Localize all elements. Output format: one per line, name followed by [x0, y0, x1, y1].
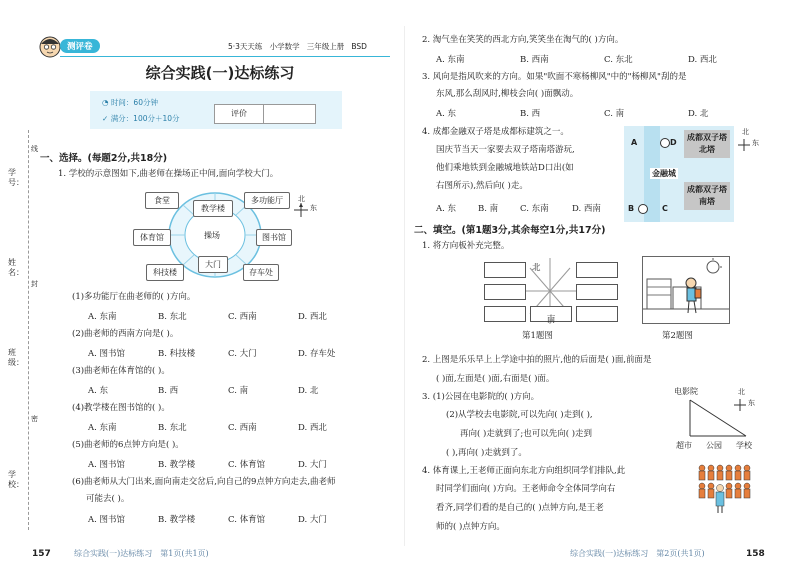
right-page-number: 158 [746, 549, 765, 559]
fill-question-3-line-2: (2)从学校去电影院,可以先向( )走到( ), [446, 410, 593, 420]
sub-q6-line-2: 可能去( )。 [86, 494, 130, 504]
question-4-line-2: 国庆节当天一家要去双子塔南塔游玩, [436, 145, 575, 155]
sub-q5: (5)曲老师的6点钟方向是( )。 [72, 440, 184, 450]
sub-q3-opt-a: A. 东 [88, 386, 109, 396]
sub-q3-opt-c: C. 南 [228, 386, 249, 396]
left-page-number: 157 [32, 549, 51, 559]
grade: 三年级上册 [306, 42, 345, 51]
figure-2-caption: 第2题图 [662, 331, 693, 341]
blank-e[interactable] [576, 284, 618, 300]
question-3-line-2: 东风,那么刮风时,柳枝会向( )面飘动。 [436, 89, 579, 99]
question-3-opt-d: D. 北 [688, 109, 709, 119]
fill-question-4-line-1: 4. 体育课上,王老师正面向东北方向组织同学们排队,此 [422, 466, 626, 476]
page-title: 综合实践(一)达标练习 [145, 64, 295, 82]
fill-question-4-line-4: 师的( )点钟方向。 [436, 522, 505, 532]
street-photo [642, 256, 730, 324]
name-label: 姓名： [8, 258, 24, 277]
sub-q5-opt-b: B. 教学楼 [158, 460, 196, 470]
sub-q5-opt-a: A. 图书馆 [88, 460, 126, 470]
score-info [102, 113, 180, 125]
fill-question-1: 1. 将方向板补充完整。 [422, 241, 510, 251]
sub-q4-opt-b: B. 东北 [158, 423, 187, 433]
question-2: 2. 淘气坐在笑笑的西北方向,笑笑坐在淘气的( )方向。 [422, 35, 624, 45]
sub-q4-opt-d: D. 西北 [298, 423, 327, 433]
compass-north-label: 北 [298, 195, 305, 203]
time-text: 时间：60分钟 [110, 98, 158, 107]
book-series [228, 41, 367, 53]
sub-q3: (3)曲老师在体育馆的( )。 [72, 366, 170, 376]
question-3-opt-c: C. 南 [604, 109, 625, 119]
school-map-label: 学校 [736, 441, 752, 450]
board-south-box [530, 306, 572, 325]
sub-q2-opt-b: B. 科技楼 [158, 349, 196, 359]
cinema-label: 电影院 [674, 387, 698, 396]
edition: BSD [351, 42, 367, 51]
score-text: 满分：100分＋10分 [110, 114, 180, 123]
compass-east-label: 东 [310, 204, 317, 212]
blank-nw[interactable] [484, 262, 526, 278]
map-label-library: 图书馆 [256, 229, 292, 246]
map-label-gym: 体育馆 [133, 229, 171, 246]
sub-q4-opt-a: A. 东南 [88, 423, 117, 433]
mascot-icon [38, 36, 62, 58]
sub-q1-opt-d: D. 西北 [298, 312, 327, 322]
page-divider [404, 26, 405, 546]
sub-q2-opt-a: A. 图书馆 [88, 349, 126, 359]
compass-cross-icon [294, 202, 308, 216]
sub-q2: (2)曲老师的西南方向是( )。 [72, 329, 179, 339]
financial-city-map [624, 126, 734, 222]
sub-q1-opt-b: B. 东北 [158, 312, 187, 322]
sub-q5-opt-c: C. 体育馆 [228, 460, 266, 470]
map-label-canteen: 食堂 [145, 192, 179, 209]
park-label: 公园 [706, 441, 722, 450]
q3-compass-north: 北 [738, 388, 745, 396]
question-4-line-1: 4. 成都金融双子塔是成都标建筑之一。 [422, 127, 569, 137]
fill-question-4-line-3: 看齐,同学们看的是自己的( )点钟方向,是王老 [436, 503, 604, 513]
cut-line-label-3: 密 [31, 415, 38, 423]
exit-c-marker [660, 138, 670, 148]
sub-q1-opt-a: A. 东南 [88, 312, 117, 322]
question-3-opt-a: A. 东 [436, 109, 457, 119]
sub-q3-opt-b: B. 西 [158, 386, 179, 396]
map-label-teaching-building: 教学楼 [193, 200, 233, 217]
students-lineup [696, 462, 754, 514]
rating-box [214, 104, 316, 124]
series-name: 5·3天天练 [228, 42, 263, 51]
fill-question-2-line-1: 2. 上图是乐乐早上上学途中拍的照片,他的后面是( )面,前面是 [422, 355, 652, 365]
left-footer-text: 综合实践(一)达标练习 第1页(共1页) [74, 549, 209, 558]
sub-q6-opt-b: B. 教学楼 [158, 515, 196, 525]
question-4-opt-c: C. 东南 [520, 204, 549, 214]
fill-question-4-line-2: 时同学们面向( )方向。王老师命令全体同学向右 [436, 484, 616, 494]
sub-q4: (4)教学楼在图书馆的( )。 [72, 403, 170, 413]
north-tower: 成都双子塔北塔 [684, 130, 730, 158]
question-4-opt-b: B. 南 [478, 204, 499, 214]
station-label: 金融城 [652, 169, 676, 178]
map-label-gate: 大门 [198, 256, 228, 273]
section-1-title: 一、选择。(每题2分,共18分) [40, 153, 168, 164]
sub-q6-opt-a: A. 图书馆 [88, 515, 126, 525]
exit-a: A [631, 138, 638, 147]
figure-1-caption: 第1题图 [522, 331, 553, 341]
binding-line [28, 130, 29, 530]
blank-ne[interactable] [576, 262, 618, 278]
exit-b-marker [638, 204, 648, 214]
sub-q3-opt-d: D. 北 [298, 386, 319, 396]
question-2-opt-a: A. 东南 [436, 55, 465, 65]
sub-q6-opt-c: C. 体育馆 [228, 515, 266, 525]
cut-line-label-2: 封 [31, 280, 38, 288]
board-south: 南 [546, 315, 556, 325]
question-1-stem: 1. 学校的示意图如下,曲老师在操场正中间,面向学校大门。 [58, 169, 279, 179]
question-4-opt-d: D. 西南 [572, 204, 601, 214]
sub-q6-line-1: (6)曲老师从大门出来,面向南走交岔后,向自己的9点钟方向走去,曲老师 [72, 477, 336, 487]
map-label-multipurpose-hall: 多功能厅 [244, 192, 290, 209]
clock-icon: ◔ [102, 98, 109, 107]
map-label-bike-shed: 存车处 [243, 264, 279, 281]
rating-label: 评价 [215, 105, 264, 123]
question-4-opt-a: A. 东 [436, 204, 457, 214]
right-footer-text: 综合实践(一)达标练习 第2页(共1页) [570, 549, 705, 558]
map-label-science-building: 科技楼 [146, 264, 184, 281]
q4-compass-icon [738, 136, 750, 148]
subject: 小学数学 [269, 42, 300, 51]
question-2-opt-d: D. 西北 [688, 55, 717, 65]
school-label: 学校： [8, 470, 24, 489]
sub-q2-opt-c: C. 大门 [228, 349, 257, 359]
section-2-title: 二、填空。(第1题3分,其余每空1分,共17分) [414, 225, 606, 236]
sub-q5-opt-d: D. 大门 [298, 460, 327, 470]
fill-question-3-line-3: 再向( )走就到了;也可以先向( )走到 [460, 429, 593, 439]
question-3-opt-b: B. 西 [520, 109, 541, 119]
direction-board [480, 258, 620, 324]
question-4-line-3: 他们乘地铁到金融城地铁站D口出(如 [436, 163, 574, 173]
q3-compass-east: 东 [748, 399, 755, 407]
question-2-opt-b: B. 西南 [520, 55, 549, 65]
class-label: 班级： [8, 348, 24, 367]
exit-d: D [670, 138, 677, 147]
sub-q4-opt-c: C. 西南 [228, 423, 257, 433]
cut-line-label-1: 线 [31, 145, 38, 153]
fill-question-2-line-2: ( )面,左面是( )面,右面是( )面。 [436, 374, 555, 384]
blank-se[interactable] [576, 306, 618, 322]
q4-compass-north: 北 [742, 128, 749, 136]
header-line [60, 56, 390, 57]
exit-b: B [628, 204, 635, 213]
q4-compass-east: 东 [752, 139, 759, 147]
sub-q2-opt-d: D. 存车处 [298, 349, 336, 359]
sub-q6-opt-d: D. 大门 [298, 515, 327, 525]
map-label-playground: 操场 [204, 231, 220, 240]
question-4-line-4: 右图所示),然后向( )走。 [436, 181, 528, 191]
question-3-line-1: 3. 风向是指风吹来的方向。如果"吹面不寒杨柳风"中的"杨柳风"刮的是 [422, 72, 687, 82]
check-icon: ✓ [102, 114, 109, 123]
blank-sw[interactable] [484, 306, 526, 322]
sub-q1-opt-c: C. 西南 [228, 312, 257, 322]
south-tower: 成都双子塔南塔 [684, 182, 730, 210]
exit-c: C [662, 204, 668, 213]
question-2-opt-c: C. 东北 [604, 55, 633, 65]
fill-question-3-line-4: ( ),再向( )走就到了。 [446, 448, 527, 458]
time-info [102, 97, 158, 109]
board-north: 北 [532, 263, 541, 273]
q3-compass-icon [734, 396, 746, 408]
market-label: 超市 [676, 441, 692, 450]
sub-q1: (1)多功能厅在曲老师的( )方向。 [72, 292, 196, 302]
student-id-label: 学号： [8, 168, 24, 187]
fill-question-3-line-1: 3. (1)公园在电影院的( )方向。 [422, 392, 540, 402]
test-badge: 测评卷 [60, 39, 100, 53]
blank-w[interactable] [484, 284, 526, 300]
